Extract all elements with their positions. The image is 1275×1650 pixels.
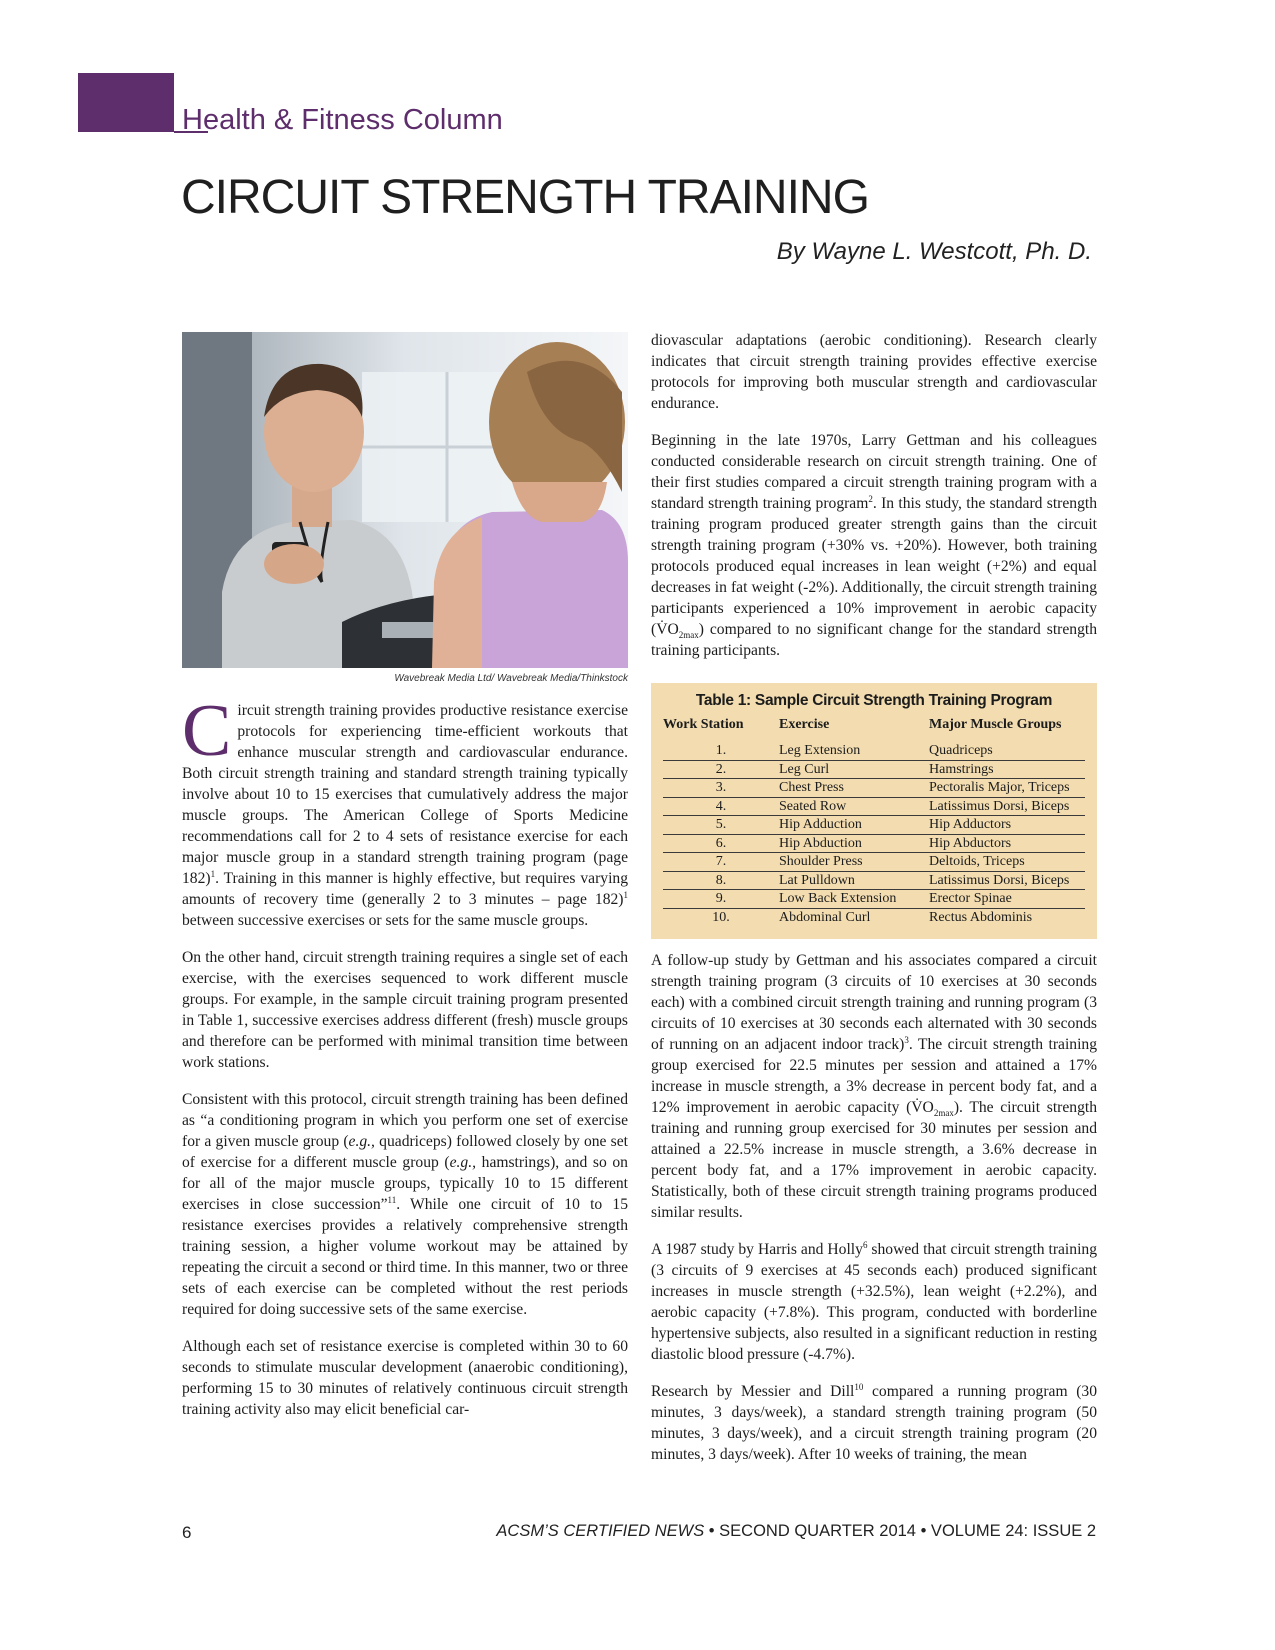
text-run: . In this study, the standard strength training program produced greater strength gains than the circuit strength training program (+30% vs. +20%). However, both training protocols produced equal increases in lean weight (+2%) and equal decreases in fat weight (-2%). Additionally, the circuit strength training participants experienced a 10% improvement in aerobic capacity (	[651, 495, 1097, 638]
exercise-cell: Abdominal Curl	[779, 909, 871, 925]
station-cell: 10.	[712, 909, 730, 925]
text-run: compared a running program (30 minutes, 3 days/week), a standard strength training program (50 minutes, 3 days/week), and a circuit strength training program (20 minutes, 3 days/week). After 10 weeks of training, the mean	[651, 1383, 1097, 1463]
table-header-cell: Exercise	[779, 717, 830, 732]
paragraph: diovascular adaptations (aerobic conditioning). Research clearly indicates that circuit strength training provides effective exercise protocols for improving both muscular strength and cardiovascular endurance.	[651, 332, 1097, 412]
paragraph: Although each set of resistance exercise is completed within 30 to 60 seconds to stimulate muscular development (anaerobic conditioning), performing 15 to 30 minutes of relatively continuous circuit strength training activity also may elicit beneficial car-	[182, 1338, 628, 1418]
paragraph	[651, 1381, 1097, 1465]
exercise-cell: Hip Adduction	[779, 816, 929, 835]
paragraph	[651, 430, 1097, 661]
paragraph	[651, 1239, 1097, 1365]
citation: 1	[210, 868, 216, 879]
exercise-cell: Seated Row	[779, 797, 929, 816]
paragraph	[182, 1089, 628, 1320]
muscle-group-cell: Hip Abductors	[929, 834, 1085, 853]
text-run: e.g.,	[348, 1133, 375, 1150]
table-row	[663, 834, 1085, 853]
exercise-cell: Hip Abduction	[779, 834, 929, 853]
drop-cap: C	[182, 690, 232, 772]
muscle-group-cell: Latissimus Dorsi, Biceps	[929, 871, 1085, 890]
citation: 1	[623, 889, 628, 900]
station-cell: 8.	[663, 871, 779, 890]
station-cell: 6.	[663, 834, 779, 853]
table-row	[663, 760, 1085, 779]
exercise-cell: Shoulder Press	[779, 853, 929, 872]
text-run: showed that circuit strength training (3 circuits of 9 exercises at 45 seconds each) produced significant increases in muscle strength (+32.5%), lean weight (+2.2%), and aerobic capacity (+7.8%). This program, conducted with borderline hypertensive subjects, also resulted in a significant reduction in resting diastolic blood pressure (-4.7%).	[651, 1241, 1097, 1363]
station-cell: 4.	[663, 797, 779, 816]
vo2max-symbol	[911, 1099, 954, 1119]
table-header-row	[663, 715, 1085, 742]
exercise-cell: Chest Press	[779, 779, 929, 798]
text-run: Consistent with this protocol, circuit strength training has been defined as “a conditioning program in which you perform one set of exercise for a given muscle group (	[182, 1091, 628, 1150]
station-cell: 9.	[663, 890, 779, 909]
text-run: . The circuit strength training group exercised for 22.5 minutes per session and attained a 17% increase in muscle strength, a 3% decrease in percent body fat, and a 12% improvement in aerobic capacity (	[651, 1036, 1097, 1116]
muscle-group-cell: Hip Adductors	[929, 816, 1085, 835]
citation: 2	[868, 493, 873, 504]
page-footer	[496, 1522, 1096, 1541]
muscle-group-cell: Pectoralis Major, Triceps	[929, 779, 1085, 798]
muscle-group-cell: Hamstrings	[929, 760, 1085, 779]
text-run: ircuit strength training provides productive resistance exercise protocols for experiencing time-efficient workouts that enhance muscular strength and cardiovascular endurance. Both circuit strength training and standard strength training typically involve about 10 to 15 exercises that cumulatively address the major muscle groups. The American College of Sports Medicine recommendations call for 2 to 4 sets of resistance exercise for each major muscle group in a standard strength training program (page 182)	[182, 702, 628, 887]
article-photo	[182, 332, 628, 668]
text-run: quadriceps) followed closely by one set of exercise for a different muscle group (	[182, 1133, 628, 1171]
table-row	[663, 742, 1085, 760]
citation: 3	[904, 1034, 909, 1045]
sample-program-table	[663, 715, 1085, 926]
text-run: ). The circuit strength training and running group exercised for 30 minutes per session and attained a 22.5% increase in muscle strength, a 3.6% decrease in percent body fat, and a 17% improvement in aerobic capacity. Statistically, both of these circuit strength training programs produced similar results.	[651, 1099, 1097, 1221]
photo-credit: Wavebreak Media Ltd/ Wavebreak Media/Thinkstock	[394, 673, 628, 684]
table-row	[663, 816, 1085, 835]
exercise-cell: Low Back Extension	[779, 890, 929, 909]
table-header-cell: Major Muscle Groups	[929, 717, 1062, 732]
publication-name: ACSM’S CERTIFIED NEWS	[496, 1522, 705, 1540]
text-run: . While one circuit of 10 to 15 resistance exercises provides a relatively comprehensive strength training session, a higher volume workout may be attained by repeating the circuit a second or third time. In this manner, two or three sets of each exercise can be completed without the rest periods required for doing successive sets of the same exercise.	[182, 1196, 628, 1318]
text-run: V̇O	[656, 621, 679, 638]
station-cell: 3.	[663, 779, 779, 798]
table-row	[663, 908, 1085, 926]
section-accent-block	[78, 73, 174, 132]
table-row	[663, 890, 1085, 909]
muscle-group-cell: Deltoids, Triceps	[929, 853, 1085, 872]
left-column	[182, 690, 628, 1436]
text-run: e.g.,	[449, 1154, 477, 1171]
table-header-cell: Work Station	[663, 717, 744, 732]
text-run: between successive exercises or sets for the same muscle groups.	[182, 912, 589, 929]
citation: 6	[862, 1239, 868, 1250]
muscle-group-cell: Erector Spinae	[929, 890, 1085, 909]
text-run: ) compared to no significant change for the standard strength training participants.	[651, 621, 1097, 659]
paragraph	[182, 690, 628, 931]
table-row	[663, 779, 1085, 798]
muscle-group-cell: Latissimus Dorsi, Biceps	[929, 797, 1085, 816]
station-cell: 1.	[663, 742, 779, 760]
text-run: A follow-up study by Gettman and his associates compared a circuit strength training program (3 circuits of 10 exercises at 30 seconds each) with a combined circuit strength training and running program (3 circuits of 10 exercises at 30 seconds each alternated with 30 seconds of running on an adjacent indoor track)	[651, 952, 1097, 1053]
station-cell: 7.	[663, 853, 779, 872]
text-run: 2max	[678, 630, 699, 641]
text-run: . Training in this manner is highly effective, but requires varying amounts of recovery time (generally 2 to 3 minutes – page 182)	[182, 870, 628, 908]
citation: 10	[854, 1381, 864, 1392]
sample-program-table-box	[651, 683, 1097, 939]
table-row	[663, 853, 1085, 872]
column-label: Health & Fitness Column	[182, 104, 503, 136]
text-run: hamstrings), and so on for all of the major muscle groups, typically 10 to 15 different exercises in close succession”	[182, 1154, 628, 1213]
citation: 11	[387, 1194, 397, 1205]
muscle-group-cell: Rectus Abdominis	[929, 909, 1033, 925]
issue-info: • SECOND QUARTER 2014 • VOLUME 24: ISSUE 2	[704, 1522, 1096, 1540]
text-run: Research by Messier and Dill	[651, 1383, 855, 1400]
text-run: A 1987 study by Harris and Holly	[651, 1241, 863, 1258]
text-run: 2max	[933, 1108, 954, 1119]
station-cell: 5.	[663, 816, 779, 835]
article-title: CIRCUIT STRENGTH TRAINING	[181, 171, 869, 224]
exercise-cell: Leg Extension	[779, 742, 929, 760]
table-row	[663, 871, 1085, 890]
author-byline: By Wayne L. Westcott, Ph. D.	[776, 238, 1092, 265]
page-number: 6	[182, 1523, 192, 1542]
gym-trainer-illustration	[182, 332, 628, 668]
text-run: Beginning in the late 1970s, Larry Gettman and his colleagues conducted considerable research on circuit strength training. One of their first studies compared a circuit strength training program with a standard strength training program	[651, 432, 1097, 512]
exercise-cell: Lat Pulldown	[779, 871, 929, 890]
paragraph	[651, 950, 1097, 1223]
exercise-cell: Leg Curl	[779, 760, 929, 779]
muscle-group-cell: Quadriceps	[929, 742, 1085, 760]
table-title: Table 1: Sample Circuit Strength Training Program	[695, 692, 1053, 709]
right-column-bottom	[651, 950, 1097, 1481]
table-row	[663, 797, 1085, 816]
text-run: V̇O	[911, 1099, 934, 1116]
station-cell: 2.	[663, 760, 779, 779]
right-column-top	[651, 330, 1097, 677]
paragraph: On the other hand, circuit strength training requires a single set of each exercise, with the exercises sequenced to work different muscle groups. For example, in the sample circuit training program presented in Table 1, successive exercises address different (fresh) muscle groups and therefore can be performed with minimal transition time between work stations.	[182, 949, 628, 1071]
vo2max-symbol	[656, 621, 699, 641]
